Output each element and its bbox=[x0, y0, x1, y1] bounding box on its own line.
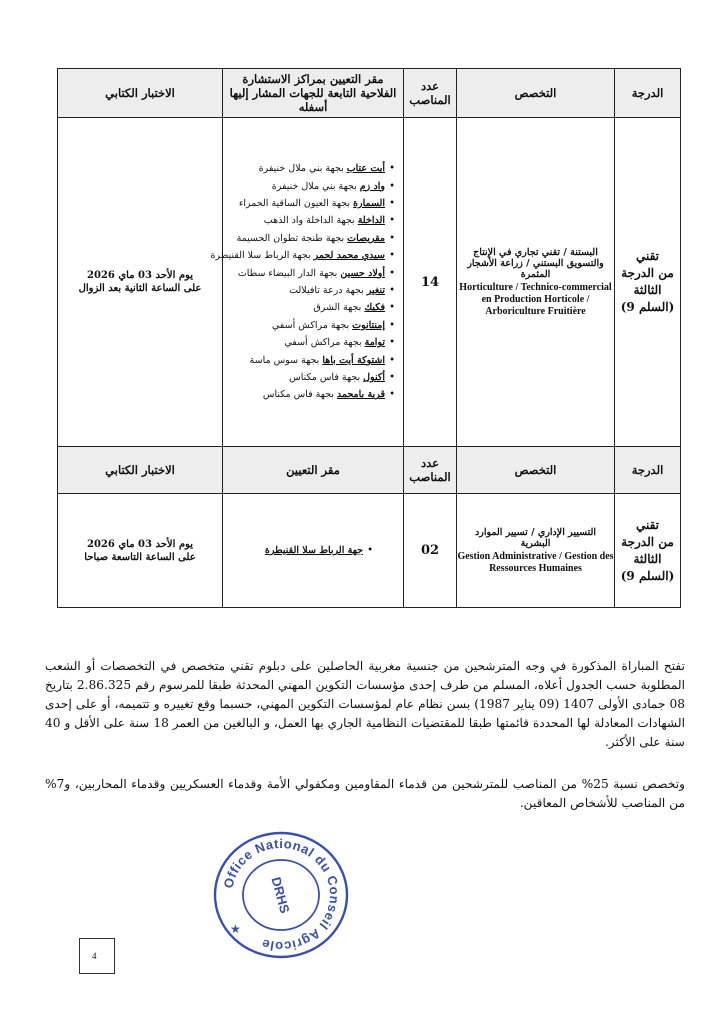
grade-cell bbox=[615, 118, 681, 447]
site-item bbox=[227, 334, 385, 351]
grade-line: الثالثة bbox=[633, 551, 662, 566]
site-name: تنغير bbox=[366, 285, 385, 296]
exam-cell bbox=[58, 494, 223, 608]
site-region: بجهة سوس ماسة bbox=[249, 354, 323, 366]
site-region: بجهة مراكش أسفي bbox=[271, 319, 353, 331]
grade-line: (السلم 9) bbox=[620, 568, 675, 583]
grade-cell bbox=[615, 494, 681, 608]
site-name: قرية بامحمد bbox=[336, 389, 385, 401]
exam-date: يوم الأحد 03 ماي 2026 bbox=[87, 270, 193, 281]
site-name: سيدي محمد لحمر bbox=[313, 250, 385, 262]
specialty-french: Gestion Administrative / Gestion des Ressources Humaines bbox=[457, 550, 614, 574]
site-region: بجهة الرباط سلا القنيطرة bbox=[210, 250, 314, 262]
site-name: أكنول bbox=[363, 372, 385, 384]
site-name: الداخلة bbox=[357, 215, 385, 227]
exam-date: يوم الأحد 03 ماي 2026 bbox=[87, 538, 193, 550]
site-name: السمارة bbox=[353, 197, 385, 209]
site-name: اشتوكة أيت باها bbox=[322, 354, 385, 366]
grade-line: تقني bbox=[635, 249, 660, 263]
site-header: مقر التعيين بمراكز الاستشارة الفلاحية التابعة للجهات المشار إليها أسفله bbox=[223, 69, 404, 118]
site-item bbox=[227, 178, 385, 195]
specialty-arabic: التسيير الإداري / تسيير الموارد البشرية bbox=[475, 526, 596, 549]
page-number-box bbox=[79, 938, 115, 974]
table-row bbox=[58, 494, 681, 608]
table-header-row bbox=[58, 447, 681, 494]
site-item bbox=[227, 195, 385, 212]
site-region: بجهة الداخلة واد الذهب bbox=[263, 215, 358, 227]
site-name: توامة bbox=[364, 337, 385, 349]
site-header: مقر التعيين bbox=[223, 447, 404, 494]
specialty-arabic: البستنة / تقني تجاري في الإنتاج والتسويق البستني / زراعة الأشجار المثمرة bbox=[467, 246, 604, 280]
site-name: مقريصات bbox=[347, 232, 385, 244]
grade-line: (السلم 9) bbox=[620, 300, 675, 314]
grade-line: من الدرجة bbox=[621, 534, 674, 549]
site-item bbox=[227, 282, 385, 299]
positions-table-horticulture bbox=[57, 68, 681, 447]
site-item bbox=[227, 542, 363, 559]
sites-list bbox=[223, 542, 403, 559]
site-region: بجهة درعة تافيلالت bbox=[289, 285, 367, 296]
exam-header: الاختبار الكتابي bbox=[58, 447, 223, 494]
exam-header: الاختبار الكتابي bbox=[58, 69, 223, 118]
specialty-french: Horticulture / Technico-commercial en Production Horticole / Arboriculture Fruitière bbox=[459, 281, 612, 317]
site-item bbox=[227, 212, 385, 229]
site-item bbox=[227, 299, 385, 316]
site-item bbox=[227, 369, 385, 386]
positions-table-administration bbox=[57, 446, 681, 608]
star-icon: ★ bbox=[230, 922, 241, 936]
page-number: 4 bbox=[92, 951, 97, 961]
site-item bbox=[227, 386, 385, 403]
site-region: بجهة فاس مكناس bbox=[262, 389, 337, 401]
site-item bbox=[210, 247, 385, 264]
sites-cell bbox=[210, 118, 404, 447]
site-name: أيت عتاب bbox=[346, 163, 385, 175]
site-cell bbox=[223, 494, 404, 608]
site-region: بجهة الدار البيضاء سطات bbox=[237, 267, 341, 279]
eligibility-paragraph: تفتح المباراة المذكورة في وجه المترشحين من جنسية مغربية الحاصلين على دبلوم تقني متخصص في التخصصات أو الشعب المطلوبة حسب الجدول أعلاه، المسلم من طرف إحدى مؤسسات التكوين المهني المحدثة طبقا للمرسوم رقم 2.86.325 بتاريخ 08 جمادى الأولى 1407 (09 يناير 1987) بسن نظام عام لمؤسسات التكوين المهني، حسبما وقع تغييره و تتميمه، أو على إحدى الشهادات المعادلة لها المحددة قائمتها طبقا للمقتضيات النظامية الجاري بها العمل، و البالغين من العمر 18 سنة على الأقل و 40 سنة على الأكثر. bbox=[45, 659, 685, 749]
count-header: عدد المناصب bbox=[404, 69, 457, 118]
stamp-ring-text: Office National du Conseil Agricole bbox=[220, 835, 343, 955]
official-stamp bbox=[210, 829, 352, 961]
site-region: بجهة بني ملال خنيفرة bbox=[271, 180, 360, 192]
grade-header: الدرجة bbox=[615, 447, 681, 494]
site-region: بجهة مراكش أسفي bbox=[284, 337, 365, 349]
site-item bbox=[227, 317, 385, 334]
exam-time: على الساعة التاسعة صباحا bbox=[84, 551, 196, 563]
site-region: بجهة طنجة تطوان الحسيمة bbox=[236, 232, 348, 244]
table-header-row bbox=[58, 69, 681, 118]
exam-time: على الساعة الثانية بعد الزوال bbox=[78, 283, 202, 294]
site-name: إمنتانوت bbox=[352, 319, 385, 331]
site-name: فكيك bbox=[364, 302, 385, 314]
site-region: بجهة بني ملال خنيفرة bbox=[258, 163, 347, 175]
quota-paragraph: وتخصص نسبة 25% من المناصب للمترشحين من قدماء المقاومين ومكفولي الأمة وقدماء العسكريين وقدماء المحاربين، و7% من المناصب للأشخاص المعاقين. bbox=[45, 777, 685, 810]
positions-count: 02 bbox=[404, 494, 457, 608]
site-name: جهة الرباط سلا القنيطرة bbox=[264, 544, 363, 556]
site-region: بجهة العيون الساقية الحمراء bbox=[238, 197, 354, 209]
count-header: عدد المناصب bbox=[404, 447, 457, 494]
site-item bbox=[227, 160, 385, 177]
positions-count: 14 bbox=[404, 118, 457, 447]
sites-list bbox=[210, 160, 403, 404]
site-region: بجهة فاس مكناس bbox=[289, 372, 364, 384]
site-name: واد زم bbox=[359, 180, 385, 192]
stamp-center-text: DRHS bbox=[268, 875, 293, 915]
table-row bbox=[58, 118, 681, 447]
grade-line: تقني bbox=[635, 517, 660, 532]
specialty-cell bbox=[457, 118, 615, 447]
site-region: بجهة الشرق bbox=[313, 302, 365, 314]
specialty-header: التخصص bbox=[457, 69, 615, 118]
grade-header: الدرجة bbox=[615, 69, 681, 118]
grade-line: الثالثة bbox=[633, 283, 662, 297]
specialty-header: التخصص bbox=[457, 447, 615, 494]
exam-cell bbox=[58, 118, 223, 447]
specialty-cell bbox=[457, 494, 615, 608]
site-item bbox=[227, 230, 385, 247]
site-item bbox=[227, 265, 385, 282]
site-item bbox=[227, 352, 385, 369]
site-name: أولاد حسين bbox=[340, 267, 385, 279]
grade-line: من الدرجة bbox=[621, 266, 674, 280]
